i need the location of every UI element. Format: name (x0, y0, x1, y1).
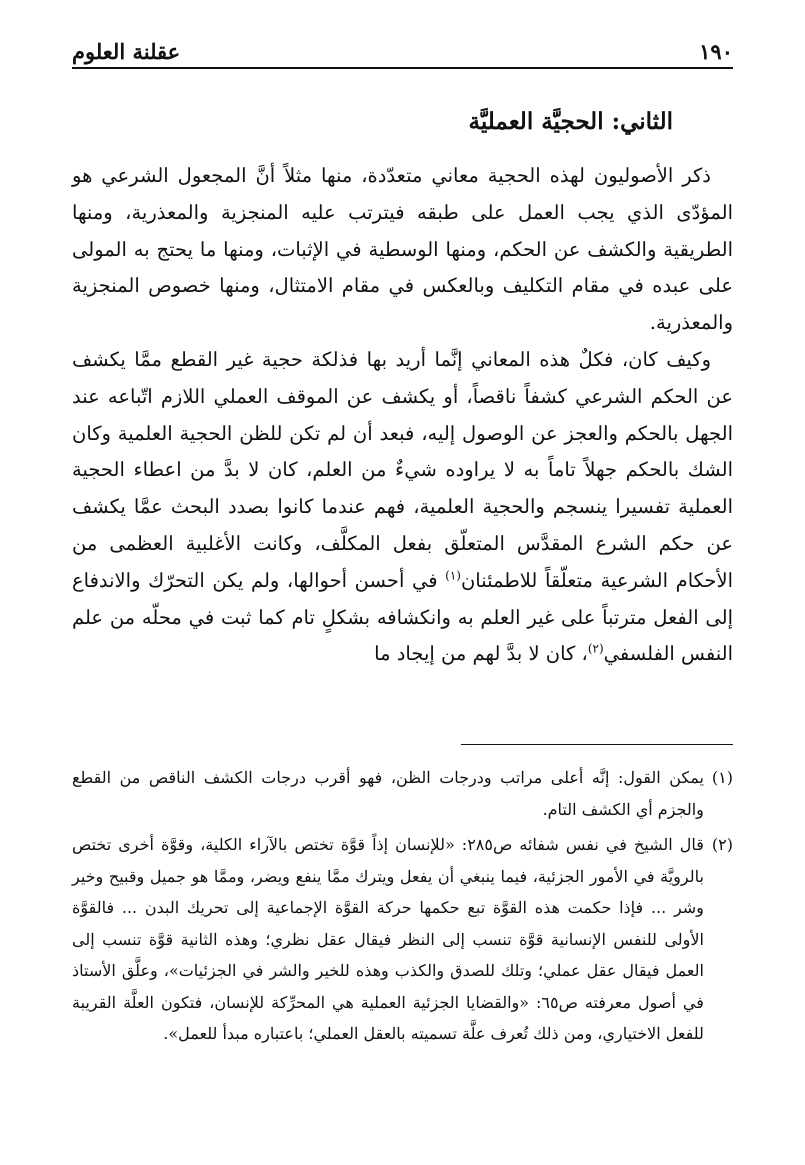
header-rule (72, 67, 733, 69)
footnote-number: (١) (711, 768, 733, 787)
footnote-1 (72, 762, 733, 825)
section-heading: الثاني: الحجيَّة العمليَّة (468, 108, 673, 135)
footnote-ref-1: (١) (445, 568, 461, 583)
paragraph-2 (72, 342, 733, 673)
page-number: ١٩٠ (699, 39, 733, 64)
paragraph-1: ذكر الأصوليون لهذه الحجية معاني متعدّدة، منها مثلاً أنَّ المجعول الشرعي هو المؤدّى الذي يجب العمل على طبقه فيترتب عليه المنجزية والمعذرية، ومنها الطريقية والكشف عن الحكم، ومنها الوسطية في الإثبات، ومنها ما يحتج به المولى على عبده في مقام التكليف وبالعكس في مقام الامتثال، ومنها خصوص المنجزية والمعذرية. (72, 164, 733, 335)
footnote-number: (٢) (711, 835, 733, 854)
running-header (72, 30, 733, 64)
footnote-text: يمكن القول: إنَّه أعلى مراتب ودرجات الظن، فهو أقرب درجات الكشف الناقص من القطع والجزم أي الكشف التام. (72, 768, 704, 819)
paragraph-2-part-a: وكيف كان، فكلٌ هذه المعاني إنَّما أريد بها فذلكة حجية غير القطع ممَّا يكشف عن الحكم الشرعي كشفاً ناقصاً، أو يكشف عن الموقف العملي اللازم اتّباعه عند الجهل بالحكم والعجز عن الوصول إليه، فبعد أن لم تكن للظن الحجية العلمية وكان الشك بالحكم جهلاً تاماً به لا يراوده شيءٌ من العلم، كان لا بدَّ من اعطاء الحجية العملية تفسيرا ينسجم والحجية العلمية، فهم عندما كانوا بصدد البحث عمَّا يكشف عن حكم الشرع المقدَّس المتعلّق بفعل المكلَّف، وكانت الأغلبية العظمى من الأحكام الشرعية متعلّقاً للاطمئنان (72, 347, 734, 592)
footnote-2 (72, 829, 733, 1050)
footnote-ref-2: (٢) (587, 641, 604, 656)
footnotes (72, 762, 733, 1054)
book-title: عقلنة العلوم (72, 39, 181, 64)
footnote-text: قال الشيخ في نفس شفائه ص٢٨٥: «للإنسان إذاً قوَّة تختص بالآراء الكلية، وقوَّة أخرى تختص بالرويَّة في الأمور الجزئية، فيما ينبغي أن يفعل ويترك ممَّا ينفع ويضر، وممَّا هو جميل وقبيح وخير وشر ... فإذا حكمت هذه القوَّة تبع حكمها حركة القوَّة الإجماعية إلى تحريك البدن ... فالقوَّة الأولى للنفس الإنسانية قوَّة تنسب إلى النظر فيقال عقل نظري؛ وهذه الثانية قوَّة تنسب إلى العمل فيقال عقل عملي؛ وتلك للصدق والكذب وهذه للخير والشر في الجزئيات»، وعلَّق الأستاذ في أصول معرفته ص٦٥: «والقضايا الجزئية العملية هي المحرِّكة للإنسان، فتكون العلَّة القريبة للفعل الاختياري، ومن ذلك تُعرف علَّة تسميته بالعقل العملي؛ باعتباره مبدأ للعمل». (72, 835, 704, 1043)
main-text (72, 158, 733, 673)
paragraph-2-part-c: ، كان لا بدَّ لهم من إيجاد ما (374, 642, 588, 666)
paragraph-2-part-b: في أحسن أحوالها، ولم يكن التحرّك والاندفاع إلى الفعل مترتباً على غير العلم به وانكشافه بشكلٍ تام كما ثبت في محلّه من علم النفس الفلسفي (72, 568, 733, 666)
footnote-separator (461, 744, 733, 745)
